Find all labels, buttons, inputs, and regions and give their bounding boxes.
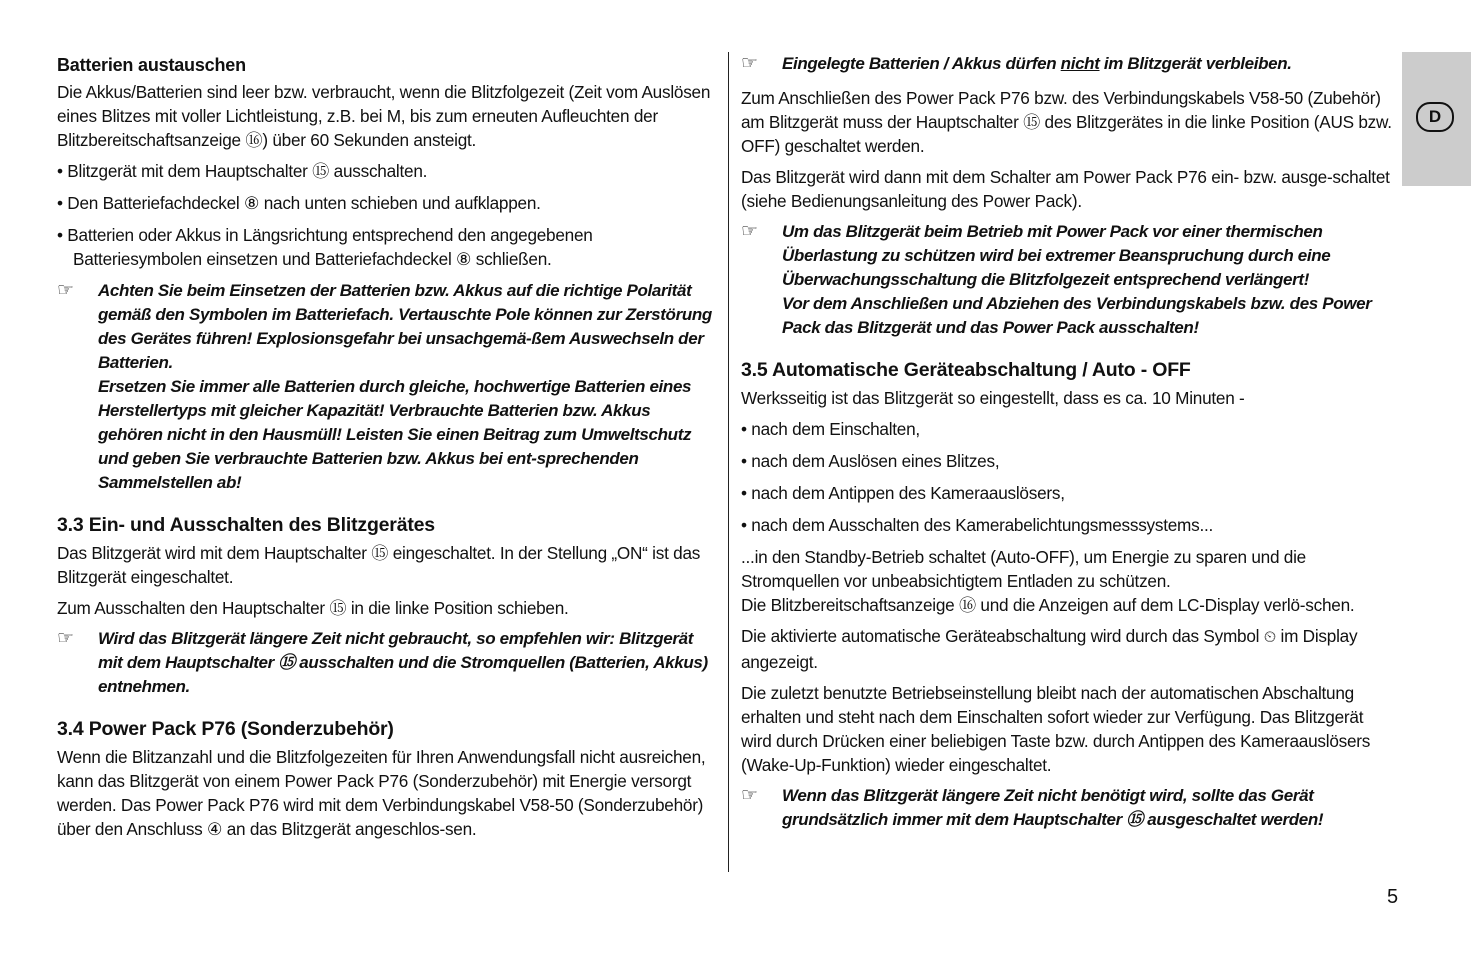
note-text: Achten Sie beim Einsetzen der Batterien bzw. Akkus auf die richtige Polarität gemäß den Symbolen im Batteriefach. Vertauschte Pole können zur Zerstörung des Gerätes führen! Explosionsgefahr bei unsachgemä-ßem Auswechseln der Batterien. [98,281,712,372]
page-number: 5 [1387,886,1399,908]
paragraph: Das Blitzgerät wird dann mit dem Schalter am Power Pack P76 ein- bzw. ausge-schaltet (siehe Bedienungsanleitung des Power Pack). [741,167,1390,211]
paragraph: Werksseitig ist das Blitzgerät so eingestellt, dass es ca. 10 Minuten - [741,388,1245,408]
bullet-item: • Den Batteriefachdeckel ⑧ nach unten schieben und aufklappen. [57,193,541,213]
pointing-hand-icon: ☞ [57,280,75,301]
right-column [741,52,1396,842]
pointing-hand-icon: ☞ [57,628,75,649]
paragraph: Die zuletzt benutzte Betriebseinstellung bleibt nach der automatischen Abschaltung erhalten und steht nach dem Einschalten sofort wieder zur Verfügung. Das Blitzgerät wird durch Drücken einer beliebigen Taste bzw. durch Antippen des Kameraauslösers (Wake-Up-Funktion) wieder eingeschaltet. [741,683,1371,775]
pointing-hand-icon: ☞ [741,221,759,242]
note-top [741,52,1396,76]
language-tab [1402,52,1471,186]
clock-icon: ⏲ [1263,629,1276,646]
heading-3-5: 3.5 Automatische Geräteabschaltung / Auto - OFF [741,359,1191,381]
heading-batteries: Batterien austauschen [57,55,246,75]
bullet-item: • Blitzgerät mit dem Hauptschalter ⑮ ausschalten. [57,161,428,181]
paragraph: ...in den Standby-Betrieb schaltet (Auto-OFF), um Energie zu sparen und die Stromquellen vor unbeabsichtigtem Entladen zu schützen. [741,547,1306,591]
note-3-3 [57,627,719,699]
note-final [741,784,1396,832]
batteries-intro: Die Akkus/Batterien sind leer bzw. verbraucht, wenn die Blitzfolgezeit (Zeit vom Auslösen eines Blitzes mit voller Lichtleistung, z.B. bei M, bis zum erneuten Aufleuchten der Blitzbereitschaftsanzeige ⑯) über 60 Sekunden ansteigt. [57,82,711,150]
bullet-item: • Batterien oder Akkus in Längsrichtung entsprechend den angegebenen Batteriesymbolen einsetzen und Batteriefachdeckel ⑧ schließen. [57,225,593,269]
underlined-word: nicht [1060,54,1100,73]
paragraph: Zum Anschließen des Power Pack P76 bzw. des Verbindungskabels V58-50 (Zubehör) am Blitzgerät muss der Hauptschalter ⑮ des Blitzgerätes in die linke Position (AUS bzw. OFF) geschaltet werden. [741,88,1392,156]
paragraph: Die Blitzbereitschaftsanzeige ⑯ und die Anzeigen auf dem LC-Display verlö-schen. [741,595,1355,615]
pointing-hand-icon: ☞ [741,53,759,74]
paragraph: Zum Ausschalten den Hauptschalter ⑮ in die linke Position schieben. [57,598,569,618]
note-text: Um das Blitzgerät beim Betrieb mit Power Pack vor einer thermischen Überlastung zu schützen wird bei extremer Beanspruchung durch eine Überwachungsschaltung die Blitzfolgezeit entsprechend verlängert! [782,222,1331,289]
note-text: Wird das Blitzgerät längere Zeit nicht gebraucht, so empfehlen wir: Blitzgerät mit dem Hauptschalter ⑮ ausschalten und die Stromquellen (Batterien, Akkus) entnehmen. [98,629,708,696]
bullet-item: • nach dem Einschalten, [741,419,920,439]
bullet-item: • nach dem Ausschalten des Kamerabelichtungsmesssystems... [741,515,1214,535]
left-column [57,52,719,848]
heading-3-4: 3.4 Power Pack P76 (Sonderzubehör) [57,718,394,740]
bullet-item: • nach dem Auslösen eines Blitzes, [741,451,1000,471]
paragraph-symbol: Die aktivierte automatische Geräteabschaltung wird durch das Symbol ⏲ im Display angezeigt. [741,626,1358,672]
pointing-hand-icon: ☞ [741,785,759,806]
note-text: Eingelegte Batterien / Akkus dürfen nicht im Blitzgerät verbleiben. [782,54,1292,73]
column-divider [728,52,729,872]
note-batteries [57,279,719,495]
heading-3-3: 3.3 Ein- und Ausschalten des Blitzgerätes [57,514,435,536]
note-text: Ersetzen Sie immer alle Batterien durch gleiche, hochwertige Batterien eines Herstellertyps mit gleicher Kapazität! Verbrauchte Batterien bzw. Akkus gehören nicht in den Hausmüll! Leisten Sie einen Beitrag zum Umweltschutz und geben Sie verbrauchte Batterien bzw. Akkus bei ent-sprechenden Sammelstellen ab! [98,377,692,492]
note-thermal [741,220,1396,340]
note-text: Wenn das Blitzgerät längere Zeit nicht benötigt wird, sollte das Gerät grundsätzlich immer mit dem Hauptschalter ⑮ ausgeschaltet werden! [782,786,1324,829]
language-letter: D [1416,102,1454,132]
paragraph: Das Blitzgerät wird mit dem Hauptschalter ⑮ eingeschaltet. In der Stellung „ON“ ist das Blitzgerät eingeschaltet. [57,543,701,587]
note-text: Vor dem Anschließen und Abziehen des Verbindungskabels bzw. des Power Pack das Blitzgerät und das Power Pack ausschalten! [782,294,1372,337]
paragraph: Wenn die Blitzanzahl und die Blitzfolgezeiten für Ihren Anwendungsfall nicht ausreichen, kann das Blitzgerät von einem Power Pack P76 (Sonderzubehör) mit Energie versorgt werden. Das Power Pack P76 wird mit dem Verbindungskabel V58-50 (Sonderzubehör) über den Anschluss ④ an das Blitzgerät angeschlos-sen. [57,747,706,839]
bullet-item: • nach dem Antippen des Kameraauslösers, [741,483,1065,503]
